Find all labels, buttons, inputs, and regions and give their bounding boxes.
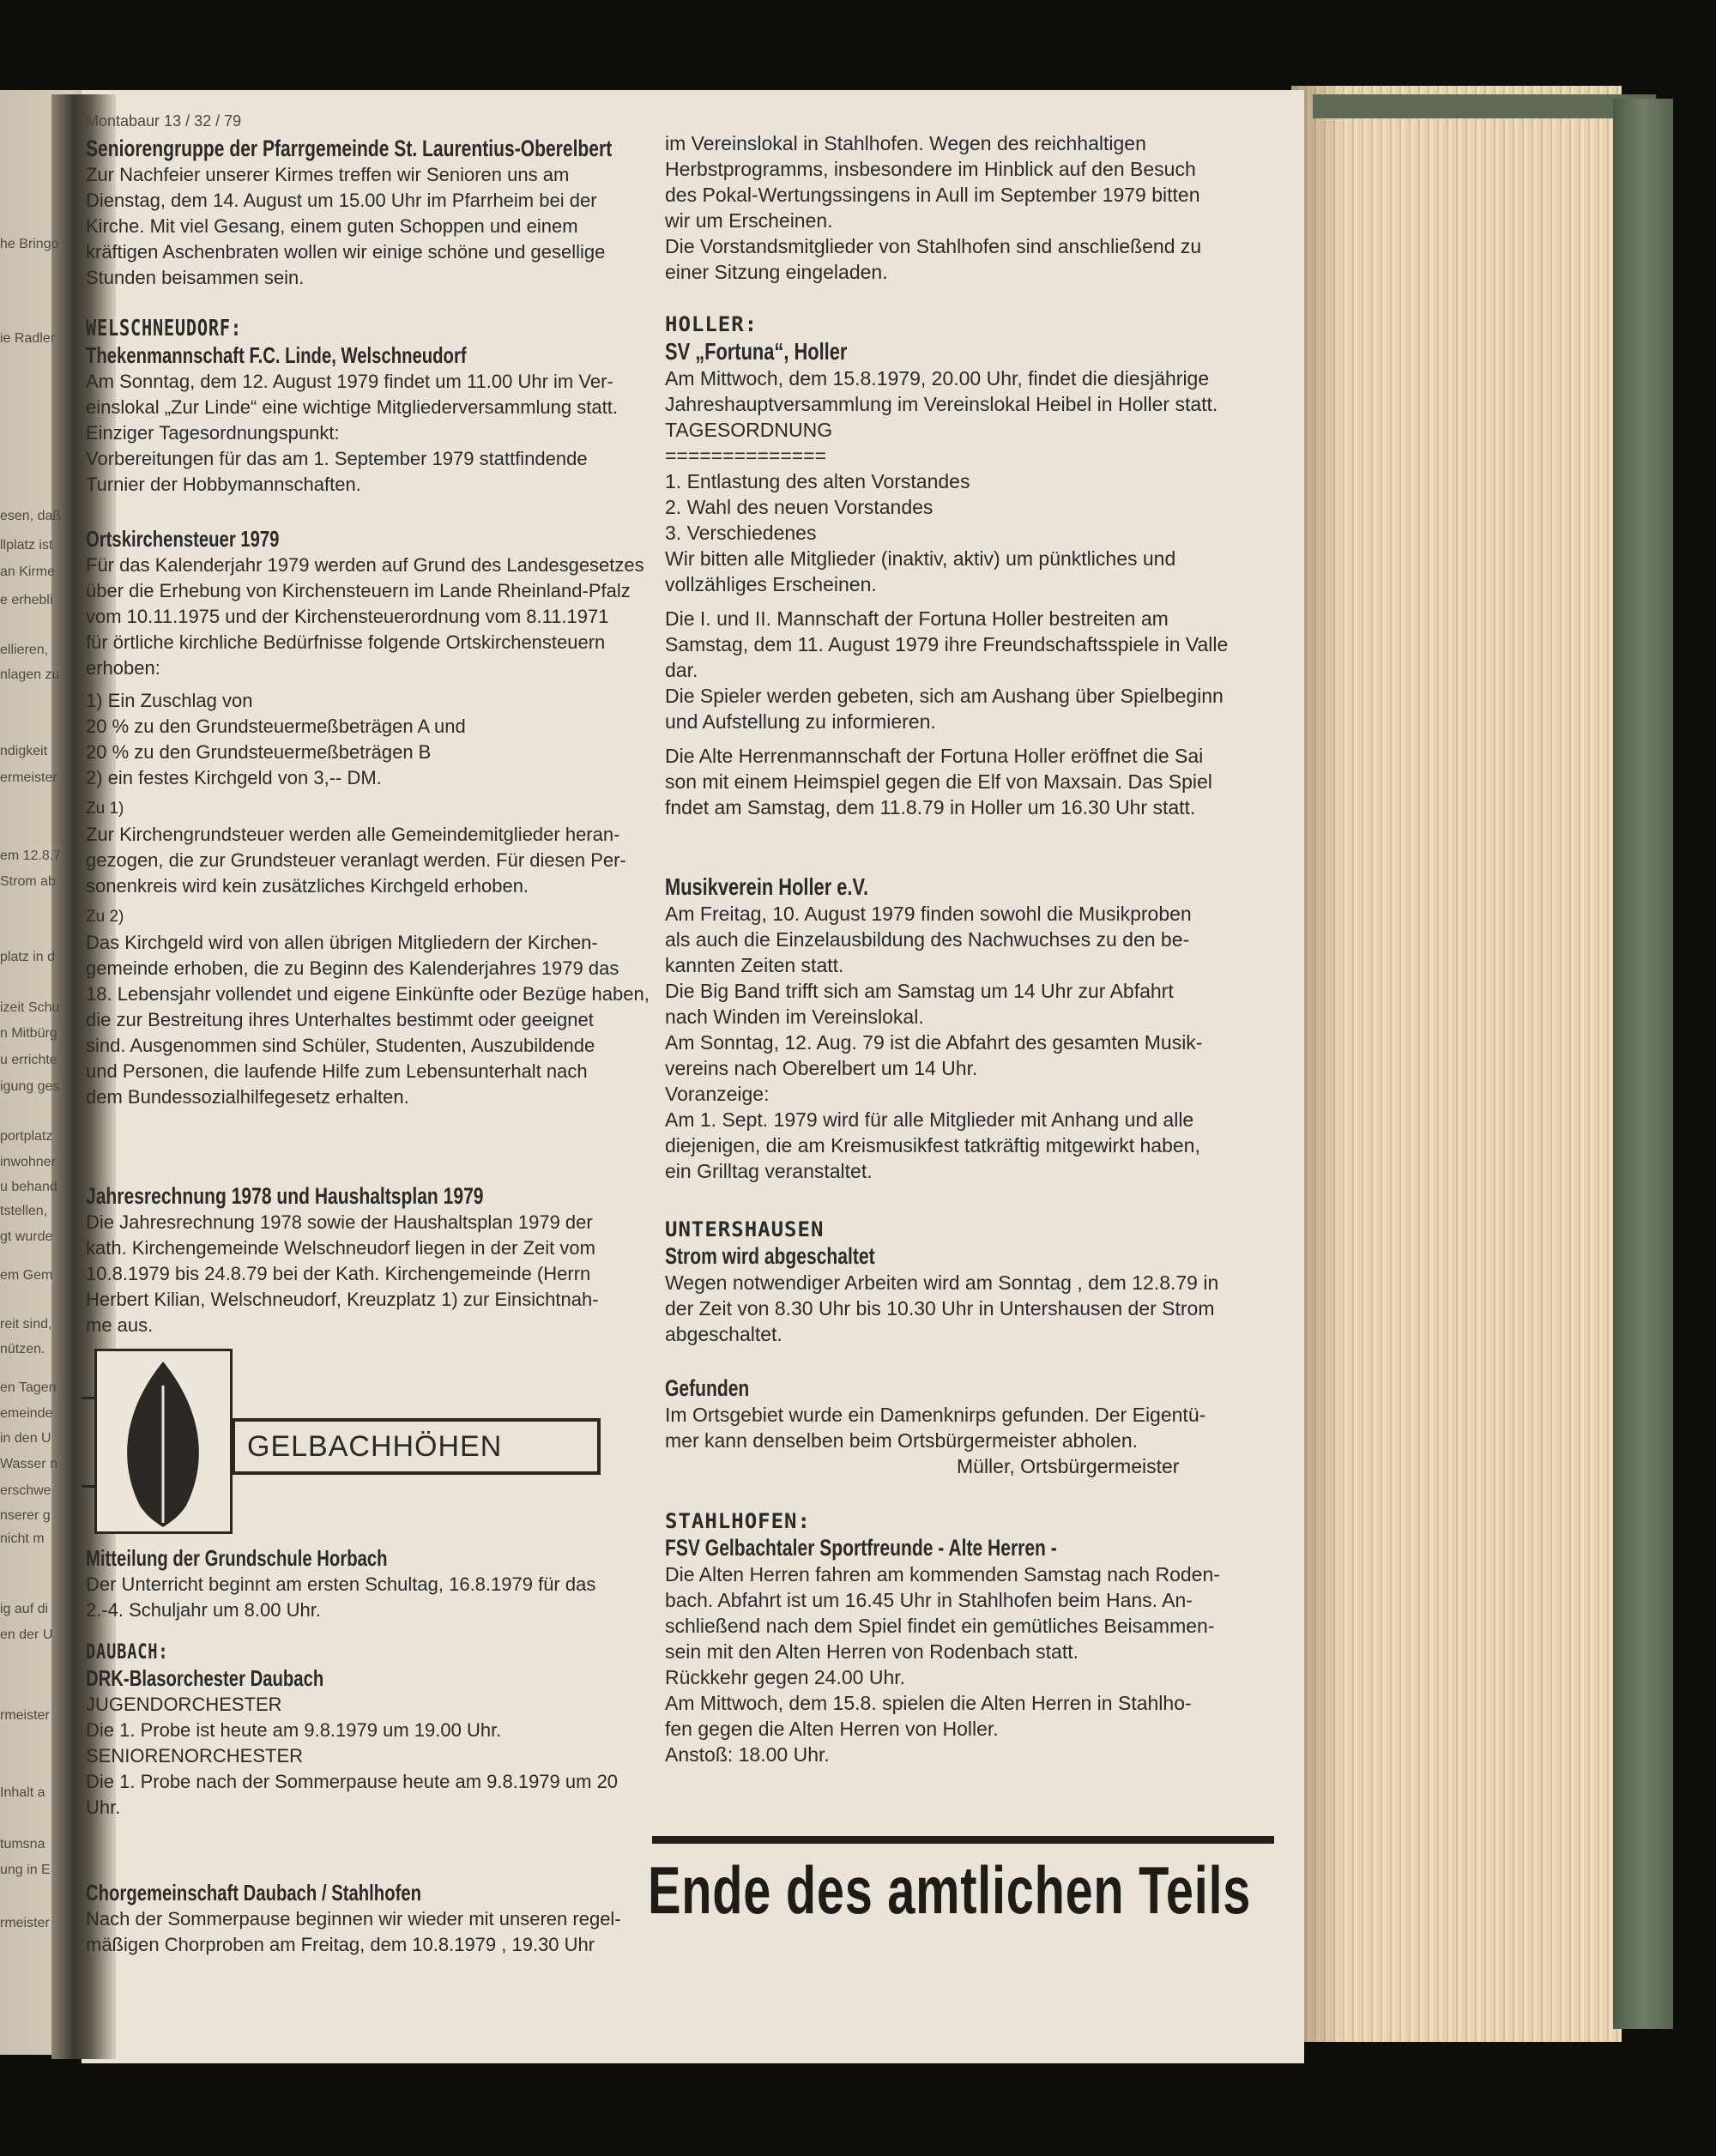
text-line: Die 1. Probe nach der Sommerpause heute am 9.8.1979 um 20 — [86, 1771, 619, 1792]
text-line: Vorbereitungen für das am 1. September 1979 stattfindende — [86, 448, 588, 469]
untershausen-text — [665, 1270, 1300, 1347]
left-page-fragment: u errichte — [0, 1053, 57, 1067]
text-line: me aus. — [86, 1314, 154, 1336]
text-line: diejenigen, die am Kreismusikfest tatkräftig mitgewirkt haben, — [665, 1134, 1200, 1157]
left-page-fragment: ung in E — [0, 1863, 51, 1877]
text-line: son mit einem Heimspiel gegen die Elf von Maxsain. Das Spiel — [665, 770, 1212, 793]
holler-place: HOLLER: — [665, 312, 758, 336]
text-line: gezogen, die zur Grundsteuer veranlagt werden. Für diesen Per- — [86, 849, 626, 871]
text-line: als auch die Einzelausbildung des Nachwuchses zu den be- — [665, 928, 1190, 951]
text-line: Uhr. — [86, 1797, 121, 1818]
stahlhofen-text — [665, 1561, 1300, 1767]
note1-head: Zu 1) — [86, 800, 124, 818]
kirchensteuer-text — [86, 553, 661, 681]
untershausen-title: Strom wird abgeschaltet — [665, 1243, 875, 1269]
text-line: 2. Wahl des neuen Vorstandes — [665, 496, 934, 518]
haushalt-title: Jahresrechnung 1978 und Haushaltsplan 1979 — [86, 1183, 484, 1209]
left-page-fragment: Strom ab — [0, 874, 56, 889]
text-line: 20 % zu den Grundsteuermeßbeträgen B — [86, 741, 432, 763]
horbach-text — [86, 1572, 661, 1623]
text-line: Herbstprogramms, insbesondere im Hinblick auf den Besuch — [665, 158, 1196, 180]
left-page-fragment: nserer g — [0, 1508, 51, 1523]
holler-text — [665, 365, 1300, 597]
left-page-fragment: nlagen zu — [0, 667, 60, 682]
text-line: Anstoß: 18.00 Uhr. — [665, 1743, 830, 1766]
left-page-fragment: en Tagen — [0, 1380, 57, 1395]
left-page-fragment: rmeister — [0, 1708, 50, 1723]
left-page-fragment: llplatz ist — [0, 538, 53, 553]
section-divider — [652, 1836, 1274, 1844]
text-line: JUGENDORCHESTER — [86, 1694, 282, 1715]
kirchensteuer-note2 — [86, 930, 661, 1110]
text-line: kath. Kirchengemeinde Welschneudorf liegen in der Zeit vom — [86, 1237, 595, 1259]
welschneudorf-title: Thekenmannschaft F.C. Linde, Welschneudorf — [86, 342, 467, 368]
text-line: sind. Ausgenommen sind Schüler, Studenten, Auszubildende — [86, 1035, 595, 1056]
left-page-fragment: rmeister — [0, 1916, 50, 1930]
text-line: 2) ein festes Kirchgeld von 3,-- DM. — [86, 767, 382, 788]
left-page-fragment: e erhebli — [0, 593, 53, 607]
left-page-fragment: an Kirme — [0, 565, 56, 579]
book-cover-spine — [1613, 99, 1673, 2029]
text-line: Rückkehr gegen 24.00 Uhr. — [665, 1666, 906, 1688]
text-line: vollzähliges Erscheinen. — [665, 573, 877, 595]
gefunden-section — [665, 1374, 1300, 1479]
left-page-fragment: emeinde — [0, 1406, 53, 1421]
text-line: im Vereinslokal in Stahlhofen. Wegen des reichhaltigen — [665, 132, 1146, 154]
holler-text-2 — [665, 606, 1300, 734]
untershausen-place: UNTERSHAUSEN — [665, 1217, 825, 1241]
chor-text — [86, 1906, 661, 1958]
haushalt-text — [86, 1210, 661, 1338]
text-line: kannten Zeiten statt. — [665, 954, 844, 976]
left-page-fragment: ndigkeit — [0, 744, 48, 758]
text-line: 20 % zu den Grundsteuermeßbeträgen A und — [86, 716, 466, 737]
text-line: Die I. und II. Mannschaft der Fortuna Holler bestreiten am — [665, 607, 1169, 630]
stahlhofen-cont-section — [665, 130, 1300, 285]
gelbachhoehen-logo — [94, 1349, 233, 1534]
text-line: 1. Entlastung des alten Vorstandes — [665, 470, 970, 492]
text-line: und Personen, die laufende Hilfe zum Lebensunterhalt nach — [86, 1060, 588, 1082]
text-line: Die Jahresrechnung 1978 sowie der Haushaltsplan 1979 der — [86, 1211, 593, 1233]
text-line: Wegen notwendiger Arbeiten wird am Sonntag , dem 12.8.79 in — [665, 1271, 1219, 1294]
text-line: Die Spieler werden gebeten, sich am Aushang über Spielbeginn — [665, 685, 1224, 707]
gelbachhoehen-label: GELBACHHÖHEN — [232, 1418, 601, 1475]
text-line: Die 1. Probe ist heute am 9.8.1979 um 19.00 Uhr. — [86, 1719, 502, 1741]
text-line: sein mit den Alten Herren von Rodenbach statt. — [665, 1640, 1079, 1663]
text-line: vom 10.11.1975 und der Kirchensteuerordnung vom 8.11.1971 — [86, 606, 609, 627]
text-line: Turnier der Hobbymannschaften. — [86, 474, 361, 495]
left-page-fragment: inwohner — [0, 1155, 56, 1169]
page-reference: Montabaur 13 / 32 / 79 — [86, 112, 242, 130]
text-line: Das Kirchgeld wird von allen übrigen Mitgliedern der Kirchen- — [86, 932, 598, 953]
kirchensteuer-title: Ortskirchensteuer 1979 — [86, 526, 280, 552]
text-line: Kirche. Mit viel Gesang, einem guten Schoppen und einem — [86, 215, 578, 237]
welschneudorf-text — [86, 369, 661, 498]
holler-title: SV „Fortuna“, Holler — [665, 338, 848, 365]
text-line: und Aufstellung zu informieren. — [665, 710, 936, 733]
text-line: Dienstag, dem 14. August um 15.00 Uhr im Pfarrheim bei der — [86, 190, 597, 211]
left-page-fragment: erschwe — [0, 1483, 51, 1498]
text-line: Zur Kirchengrundsteuer werden alle Gemeindemitglieder heran- — [86, 824, 620, 845]
daubach-section — [86, 1639, 661, 1821]
text-line: 1) Ein Zuschlag von — [86, 690, 253, 711]
text-line: ein Grilltag veranstaltet. — [665, 1160, 873, 1182]
left-page-fragment: ermeister — [0, 770, 57, 785]
text-line: der Zeit von 8.30 Uhr bis 10.30 Uhr in Untershausen der Strom — [665, 1297, 1215, 1320]
text-line: für örtliche kirchliche Bedürfnisse folgende Ortskirchensteuern — [86, 631, 606, 653]
left-page-fragment: nützen. — [0, 1342, 45, 1356]
text-line: des Pokal-Wertungssingens in Aull im September 1979 bitten — [665, 184, 1200, 206]
text-line: kräftigen Aschenbraten wollen wir einige schöne und gesellige — [86, 241, 606, 263]
text-line: bach. Abfahrt ist um 16.45 Uhr in Stahlhofen beim Hans. An- — [665, 1589, 1193, 1611]
left-page-fragment: portplatz — [0, 1129, 53, 1144]
left-page-fragment: n Mitbürg — [0, 1026, 57, 1041]
stahlhofen-title: FSV Gelbachtaler Sportfreunde - Alte Herren - — [665, 1535, 1057, 1561]
text-line: Stunden beisammen sein. — [86, 267, 305, 288]
text-line: 3. Verschiedenes — [665, 522, 817, 544]
left-page-fragment: nicht m — [0, 1531, 45, 1546]
left-page-fragment: Inhalt a — [0, 1785, 45, 1800]
text-line: die zur Bestreitung ihres Unterhaltes bestimmt oder geeignet — [86, 1009, 594, 1030]
text-line: Zur Nachfeier unserer Kirmes treffen wir Senioren uns am — [86, 164, 570, 185]
left-page-fragment: ie Radler — [0, 331, 56, 346]
holler-text-3 — [665, 743, 1300, 820]
text-line: 10.8.1979 bis 24.8.79 bei der Kath. Kirchengemeinde (Herrn — [86, 1263, 591, 1284]
text-line: Die Vorstandsmitglieder von Stahlhofen sind anschließend zu — [665, 235, 1202, 257]
left-page-fragment: tstellen, — [0, 1204, 48, 1218]
text-line: über die Erhebung von Kirchensteuern im Lande Rheinland-Pfalz — [86, 580, 631, 601]
horbach-section — [86, 1544, 661, 1623]
left-page-fragment: em Gem — [0, 1268, 53, 1283]
text-line: Die Big Band trifft sich am Samstag um 14 Uhr zur Abfahrt — [665, 980, 1174, 1002]
chor-section — [86, 1879, 661, 1958]
text-line: ============== — [665, 444, 827, 467]
left-page-fragment: reit sind, — [0, 1317, 52, 1332]
text-line: Am Sonntag, dem 12. August 1979 findet um 11.00 Uhr im Ver- — [86, 371, 613, 392]
welschneudorf-place: WELSCHNEUDORF: — [86, 316, 242, 341]
text-line: Samstag, dem 11. August 1979 ihre Freundschaftsspiele in Valle — [665, 633, 1229, 655]
daubach-place: DAUBACH: — [86, 1640, 169, 1664]
text-line: dem Bundessozialhilfegesetz erhalten. — [86, 1086, 409, 1108]
left-page-fragment: in den U — [0, 1431, 51, 1446]
left-page-fragment: platz in d — [0, 950, 56, 964]
left-page-fragment: tumsna — [0, 1837, 45, 1851]
text-line: schließend nach dem Spiel findet ein gemütliches Beisammen- — [665, 1615, 1215, 1637]
text-line: einer Sitzung eingeladen. — [665, 261, 888, 283]
text-line: Die Alte Herrenmannschaft der Fortuna Holler eröffnet die Sai — [665, 745, 1204, 767]
leaf-icon — [97, 1351, 230, 1531]
horbach-title: Mitteilung der Grundschule Horbach — [86, 1545, 388, 1571]
daubach-title: DRK-Blasorchester Daubach — [86, 1665, 324, 1691]
musikverein-title: Musikverein Holler e.V. — [665, 873, 869, 900]
text-line: Der Unterricht beginnt am ersten Schultag, 16.8.1979 für das — [86, 1573, 596, 1595]
chor-title: Chorgemeinschaft Daubach / Stahlhofen — [86, 1880, 422, 1905]
text-line: wir um Erscheinen. — [665, 209, 833, 232]
text-line: mäßigen Chorproben am Freitag, dem 10.8.1979 , 19.30 Uhr — [86, 1934, 595, 1955]
text-line: fndet am Samstag, dem 11.8.79 in Holler um 16.30 Uhr statt. — [665, 796, 1196, 818]
text-line: 18. Lebensjahr vollendet und eigene Einkünfte oder Bezüge haben, — [86, 983, 650, 1005]
text-line: Herbert Kilian, Welschneudorf, Kreuzplatz 1) zur Einsichtnah- — [86, 1289, 599, 1310]
left-page-fragment: igung ges — [0, 1079, 60, 1094]
note2-head: Zu 2) — [86, 908, 124, 926]
text-line: Am Mittwoch, dem 15.8. spielen die Alten Herren in Stahlho- — [665, 1692, 1192, 1714]
stahlhofen-section — [665, 1508, 1300, 1767]
kirchensteuer-section — [86, 525, 661, 1110]
text-line: SENIORENORCHESTER — [86, 1745, 304, 1766]
left-page-fragment: ig auf di — [0, 1602, 49, 1616]
text-line: Am Sonntag, 12. Aug. 79 ist die Abfahrt des gesamten Musik- — [665, 1031, 1203, 1054]
gefunden-title: Gefunden — [665, 1375, 750, 1401]
left-page-fragment: izeit Schu — [0, 1000, 60, 1015]
gefunden-signature: Müller, Ortsbürgermeister — [957, 1455, 1180, 1477]
kirchensteuer-items — [86, 688, 661, 791]
text-line: 2.-4. Schuljahr um 8.00 Uhr. — [86, 1599, 321, 1621]
left-page-fragment: en der U — [0, 1628, 53, 1642]
text-line: gemeinde erhoben, die zu Beginn des Kalenderjahres 1979 das — [86, 957, 619, 979]
left-page-fragment: ellieren, — [0, 643, 49, 657]
left-page-fragment: esen, daß — [0, 509, 62, 523]
left-page-fragment: gt wurde — [0, 1229, 53, 1244]
laurentius-title: Seniorengruppe der Pfarrgemeinde St. Laurentius-Oberelbert — [86, 136, 613, 161]
text-line: Im Ortsgebiet wurde ein Damenknirps gefunden. Der Eigentü- — [665, 1404, 1206, 1426]
holler-section — [665, 311, 1300, 820]
text-line: vereins nach Oberelbert um 14 Uhr. — [665, 1057, 978, 1079]
text-line: mer kann denselben beim Ortsbürgermeister abholen. — [665, 1429, 1139, 1452]
text-line: Am Mittwoch, dem 15.8.1979, 20.00 Uhr, findet die diesjährige — [665, 367, 1210, 390]
text-line: Voranzeige: — [665, 1083, 770, 1105]
text-line: fen gegen die Alten Herren von Holler. — [665, 1718, 999, 1740]
text-line: dar. — [665, 659, 698, 681]
ende-heading: Ende des amtlichen Teils — [648, 1852, 1252, 1928]
text-line: Nach der Sommerpause beginnen wir wieder mit unseren regel- — [86, 1908, 621, 1930]
stahlhofen-place: STAHLHOFEN: — [665, 1509, 811, 1533]
left-page-fragment: he Bringo — [0, 237, 59, 251]
text-line: erhoben: — [86, 657, 160, 679]
text-line: Jahreshauptversammlung im Vereinslokal Heibel in Holler statt. — [665, 393, 1218, 415]
text-line: Einziger Tagesordnungspunkt: — [86, 422, 340, 444]
daubach-text — [86, 1692, 661, 1821]
musikverein-text — [665, 901, 1300, 1184]
laurentius-section — [86, 135, 661, 291]
text-line: einslokal „Zur Linde“ eine wichtige Mitgliederversammlung statt. — [86, 396, 618, 418]
left-page-fragment: em 12.8.7 — [0, 849, 62, 863]
welschneudorf-section — [86, 316, 661, 498]
text-line: Die Alten Herren fahren am kommenden Samstag nach Roden- — [665, 1563, 1220, 1585]
left-page-fragment: Wasser n — [0, 1457, 57, 1471]
text-line: nach Winden im Vereinslokal. — [665, 1006, 924, 1028]
book-cover-top — [1313, 94, 1656, 118]
musikverein-section — [665, 873, 1300, 1184]
laurentius-text — [86, 162, 661, 291]
stahlhofen-cont-text — [665, 130, 1300, 285]
kirchensteuer-note1 — [86, 822, 661, 899]
text-line: Am Freitag, 10. August 1979 finden sowohl die Musikproben — [665, 903, 1192, 925]
text-line: Wir bitten alle Mitglieder (inaktiv, aktiv) um pünktliches und — [665, 547, 1176, 570]
left-page-fragment: u behand — [0, 1180, 57, 1194]
untershausen-section — [665, 1217, 1300, 1347]
haushalt-section — [86, 1182, 661, 1338]
page-ref — [86, 110, 661, 132]
text-line: sonenkreis wird kein zusätzliches Kirchgeld erhoben. — [86, 875, 529, 897]
text-line: Am 1. Sept. 1979 wird für alle Mitglieder mit Anhang und alle — [665, 1108, 1194, 1131]
text-line: abgeschaltet. — [665, 1323, 782, 1345]
text-line: TAGESORDNUNG — [665, 419, 833, 441]
text-line: Für das Kalenderjahr 1979 werden auf Grund des Landesgesetzes — [86, 554, 644, 576]
gefunden-text — [665, 1402, 1300, 1453]
